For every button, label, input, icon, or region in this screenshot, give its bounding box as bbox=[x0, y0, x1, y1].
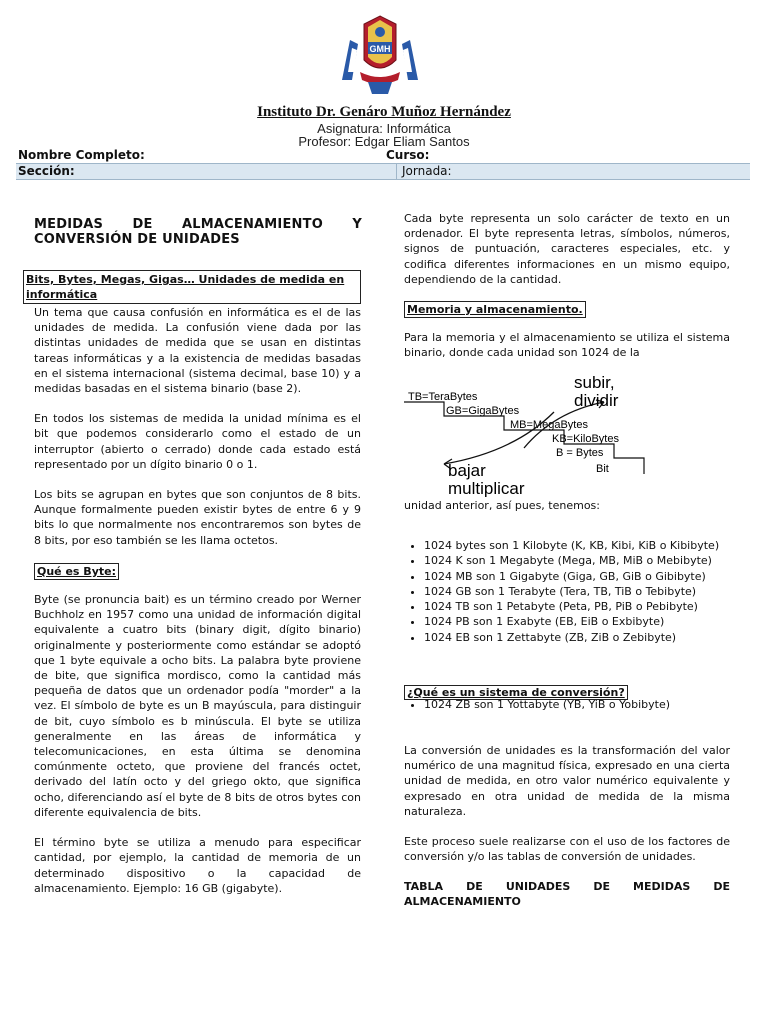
right-column-top bbox=[404, 211, 730, 361]
paragraph-conversion: La conversión de unidades es la transformación del valor numérico de una magnitud física, expresado en una cierta unidad de medida, en otro valor numérico equivalente y expresado en otra unidad de medida de la misma naturaleza. bbox=[404, 744, 730, 818]
list-item: • 1024 TB son 1 Petabyte (Peta, PB, PiB o Pebibyte) bbox=[424, 599, 744, 614]
list-item: • 1024 bytes son 1 Kilobyte (K, KB, Kibi, KiB o Kibibyte) bbox=[424, 538, 744, 553]
left-column bbox=[34, 217, 362, 247]
paragraph-bit: En todos los sistemas de medida la unidad mínima es el bit que podemos considerarlo como el estado de un interruptor (abierto o cerrado) donde cada estado está representado por un dígito binario 0 o 1. bbox=[34, 412, 361, 471]
step-kb: KB=KiloBytes bbox=[552, 433, 619, 445]
institute-name: Instituto Dr. Genáro Muñoz Hernández bbox=[257, 104, 511, 120]
main-title: MEDIDAS DE ALMACENAMIENTO Y CONVERSIÓN DE UNIDADES bbox=[34, 217, 362, 247]
label-multiplicar: multiplicar bbox=[448, 479, 525, 497]
paragraph-units: Un tema que causa confusión en informática es el de las unidades de medida. La confusión viene dada por las distintas unidades de medida que se usan en distintas tareas informáticas y a la existencia de medidas basadas en el sistema internacional (sistema decimal, base 10) y a medidas basadas en el sistema binario (base 2). bbox=[34, 306, 361, 396]
logo-text: GMH bbox=[369, 44, 391, 54]
bits-heading: Bits, Bytes, Megas, Gigas… Unidades de medida en informática bbox=[23, 270, 361, 304]
list-item: • 1024 PB son 1 Exabyte (EB, EiB o Exbibyte) bbox=[424, 614, 744, 629]
memory-heading: Memoria y almacenamiento. bbox=[404, 301, 586, 318]
teacher-line: Profesor: Edgar Eliam Santos bbox=[298, 134, 470, 149]
label-dividir: dividir bbox=[574, 391, 619, 410]
right-column-bottom bbox=[404, 743, 730, 909]
step-mb: MB=MegaBytes bbox=[510, 419, 588, 431]
paragraph-bytes: Los bits se agrupan en bytes que son conjuntos de 8 bits. Aunque formalmente pueden existir bytes de entre 6 y 9 bits lo que normalmente nos encontraremos son bytes de 8 bits, por eso también se les llama octetos. bbox=[34, 488, 361, 547]
subject-line: Asignatura: Informática bbox=[317, 121, 451, 136]
label-subir: subir, bbox=[574, 373, 615, 392]
form-divider bbox=[396, 164, 397, 179]
paragraph-process: Este proceso suele realizarse con el uso de los factores de conversión y/o las tablas de conversión de unidades. bbox=[404, 835, 730, 864]
school-logo bbox=[338, 10, 422, 100]
name-label: Nombre Completo: bbox=[18, 148, 145, 162]
list-item: • 1024 EB son 1 Zettabyte (ZB, ZiB o Zebibyte) bbox=[424, 630, 744, 645]
paragraph-units-intro: unidad anterior, así pues, tenemos: bbox=[404, 499, 600, 512]
list-item: • 1024 MB son 1 Gigabyte (Giga, GB, GiB o Gibibyte) bbox=[424, 569, 744, 584]
table-title: TABLA DE UNIDADES DE MEDIDAS DE ALMACENAMIENTO bbox=[404, 880, 730, 909]
paragraph-memory: Para la memoria y el almacenamiento se utiliza el sistema binario, donde cada unidad son 1024 de la bbox=[404, 331, 730, 360]
form-row-section bbox=[16, 163, 750, 180]
step-b: B = Bytes bbox=[556, 447, 604, 459]
list-item: • 1024 K son 1 Megabyte (Mega, MB, MiB o Mebibyte) bbox=[424, 553, 744, 568]
units-staircase-diagram bbox=[404, 372, 650, 497]
conversion-heading: ¿Qué es un sistema de conversión? bbox=[404, 685, 628, 700]
list-item: • 1024 ZB son 1 Yottabyte (YB, YiB o Yobibyte) bbox=[424, 697, 744, 712]
list-item: • 1024 GB son 1 Terabyte (Tera, TB, TiB o Tebibyte) bbox=[424, 584, 744, 599]
jornada-label: Jornada: bbox=[402, 164, 452, 178]
left-body bbox=[34, 305, 361, 911]
bits-heading-box bbox=[23, 270, 361, 304]
section-label: Sección: bbox=[18, 164, 75, 178]
paragraph-byte-usage: El término byte se utiliza a menudo para especificar cantidad, por ejemplo, la cantidad de memoria de un determinado dispositivo o la capacidad de almacenamiento. Ejemplo: 16 GB (gigabyte). bbox=[34, 836, 361, 895]
paragraph-byte-character: Cada byte representa un solo carácter de texto en un ordenador. El byte representa letras, símbolos, números, signos de puntuación, caracteres especiales, etc. y codifica diferentes informaciones en un mismo equipo, dependiendo de la cantidad. bbox=[404, 212, 730, 286]
units-list bbox=[404, 538, 744, 645]
units-list-last bbox=[404, 697, 744, 712]
byte-heading: Qué es Byte: bbox=[34, 563, 119, 580]
paragraph-byte-definition: Byte (se pronuncia bait) es un término creado por Werner Buchholz en 1957 como una unidad de información digital equivalente a cuatro bits (binary digit, dígito binario) originalmente y posteriormente como estándar se adoptó que 1 byte equivale a ocho bits. La palabra byte proviene de bite, que significa mordisco, como la cantidad más pequeña de datos que un ordenador podía "morder" a la vez. El símbolo de byte es un B mayúscula, para distinguir de bit, cuyo símbolo es b minúscula. El byte se utiliza generalmente en las áreas de informática y telecomunicaciones, en esta última se denomina comúnmente octeto, que proviene del francés octet, derivado del latín octo y del griego okto, que significa ocho, diferenciando así el byte de 8 bits de otros bytes con diferente equivalencia de bits. bbox=[34, 593, 361, 819]
step-tb: TB=TeraBytes bbox=[408, 391, 478, 403]
form-row-name bbox=[16, 148, 750, 163]
label-bajar: bajar bbox=[448, 461, 486, 480]
step-bit: Bit bbox=[596, 463, 609, 475]
step-gb: GB=GigaBytes bbox=[446, 405, 520, 417]
course-label: Curso: bbox=[386, 148, 430, 162]
